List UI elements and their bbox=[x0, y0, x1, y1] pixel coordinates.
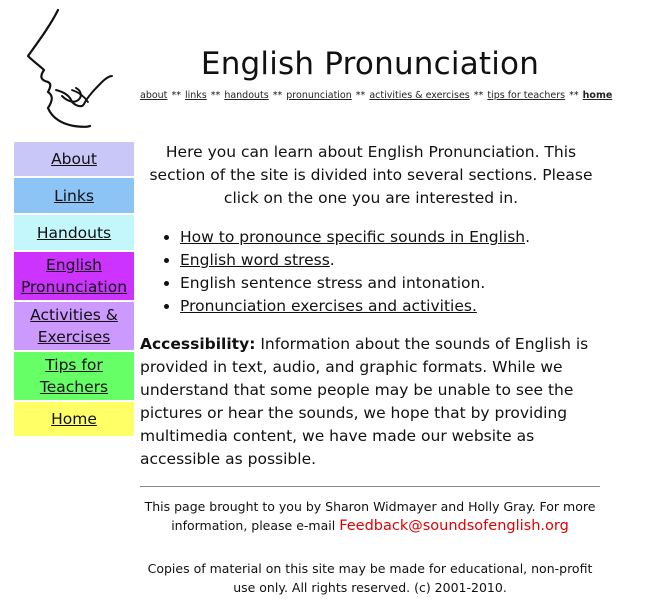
topnav-links-link[interactable]: links bbox=[184, 90, 207, 101]
sidebar-item-label[interactable]: Home bbox=[51, 410, 97, 428]
topnav-separator: ** bbox=[210, 90, 221, 101]
feedback-email-link[interactable]: Feedback@soundsofenglish.org bbox=[339, 518, 569, 534]
topnav-about-link[interactable]: about bbox=[140, 90, 168, 101]
topnav-separator: ** bbox=[569, 90, 579, 101]
word-stress-link[interactable]: English word stress bbox=[180, 251, 330, 269]
section-links-list bbox=[166, 226, 610, 318]
sidebar-item-label[interactable]: Tips for Teachers bbox=[39, 356, 109, 396]
sidebar-item-label[interactable]: Handouts bbox=[36, 223, 112, 242]
list-item bbox=[180, 295, 610, 318]
topnav-handouts-link[interactable]: handouts bbox=[224, 90, 269, 101]
sidebar-item-home[interactable] bbox=[14, 402, 134, 438]
sidebar-item-label[interactable]: About bbox=[51, 150, 97, 168]
topnav-activities-link[interactable]: activities & exercises bbox=[369, 90, 470, 101]
sidebar-item-handouts[interactable] bbox=[14, 215, 134, 252]
footer-credits-text: This page brought to you by Sharon Widmayer and Holly Gray. For more information, please e-mail bbox=[144, 499, 596, 533]
topnav-separator: ** bbox=[473, 90, 484, 101]
footer-credits bbox=[140, 497, 600, 536]
sidebar-item-english-pronunciation[interactable] bbox=[14, 252, 134, 302]
exercises-activities-link[interactable]: Pronunciation exercises and activities. bbox=[180, 297, 477, 315]
list-item bbox=[180, 272, 610, 295]
topnav-pronunciation-link[interactable]: pronunciation bbox=[286, 90, 352, 101]
topnav-separator: ** bbox=[355, 90, 366, 101]
top-navigation bbox=[140, 90, 613, 101]
sidebar-navigation bbox=[14, 142, 134, 438]
sidebar-item-tips-for-teachers[interactable] bbox=[14, 352, 134, 402]
topnav-home-link[interactable]: home bbox=[582, 90, 613, 101]
face-profile-logo-icon bbox=[18, 6, 118, 134]
intro-paragraph: Here you can learn about English Pronunciation. This section of the site is divided into several sections. Please click on the one you are interested in. bbox=[149, 143, 593, 207]
sentence-stress-text: English sentence stress and intonation. bbox=[180, 274, 486, 292]
specific-sounds-link[interactable]: How to pronounce specific sounds in English bbox=[180, 228, 526, 246]
topnav-tips-link[interactable]: tips for teachers bbox=[487, 90, 566, 101]
accessibility-label: Accessibility: bbox=[140, 335, 256, 353]
footer-divider bbox=[140, 486, 600, 487]
list-item bbox=[180, 226, 610, 249]
topnav-separator: ** bbox=[171, 90, 181, 101]
accessibility-text: Information about the sounds of English is provided in text, audio, and graphic formats. While we understand that some people may be unable to see the pictures or hear the sounds, we hope that by providing multimedia content, we have made our website as accessible as possible. bbox=[140, 335, 589, 468]
list-item bbox=[180, 249, 610, 272]
list-item-suffix: . bbox=[329, 251, 335, 269]
page-title: English Pronunciation bbox=[200, 46, 540, 82]
sidebar-item-links[interactable] bbox=[14, 178, 134, 215]
sidebar-item-label[interactable]: Activities & Exercises bbox=[30, 306, 118, 346]
footer-copyright: Copies of material on this site may be made for educational, non-profit use only. All rights reserved. (c) 2001-2010. bbox=[147, 561, 593, 595]
topnav-separator: ** bbox=[272, 90, 283, 101]
list-item-suffix: . bbox=[525, 228, 531, 246]
sidebar-item-activities-exercises[interactable] bbox=[14, 302, 134, 352]
sidebar-item-about[interactable] bbox=[14, 142, 134, 178]
sidebar-item-label[interactable]: Links bbox=[54, 186, 94, 205]
sidebar-item-label[interactable]: English Pronunciation bbox=[20, 256, 128, 296]
accessibility-paragraph bbox=[140, 333, 600, 471]
